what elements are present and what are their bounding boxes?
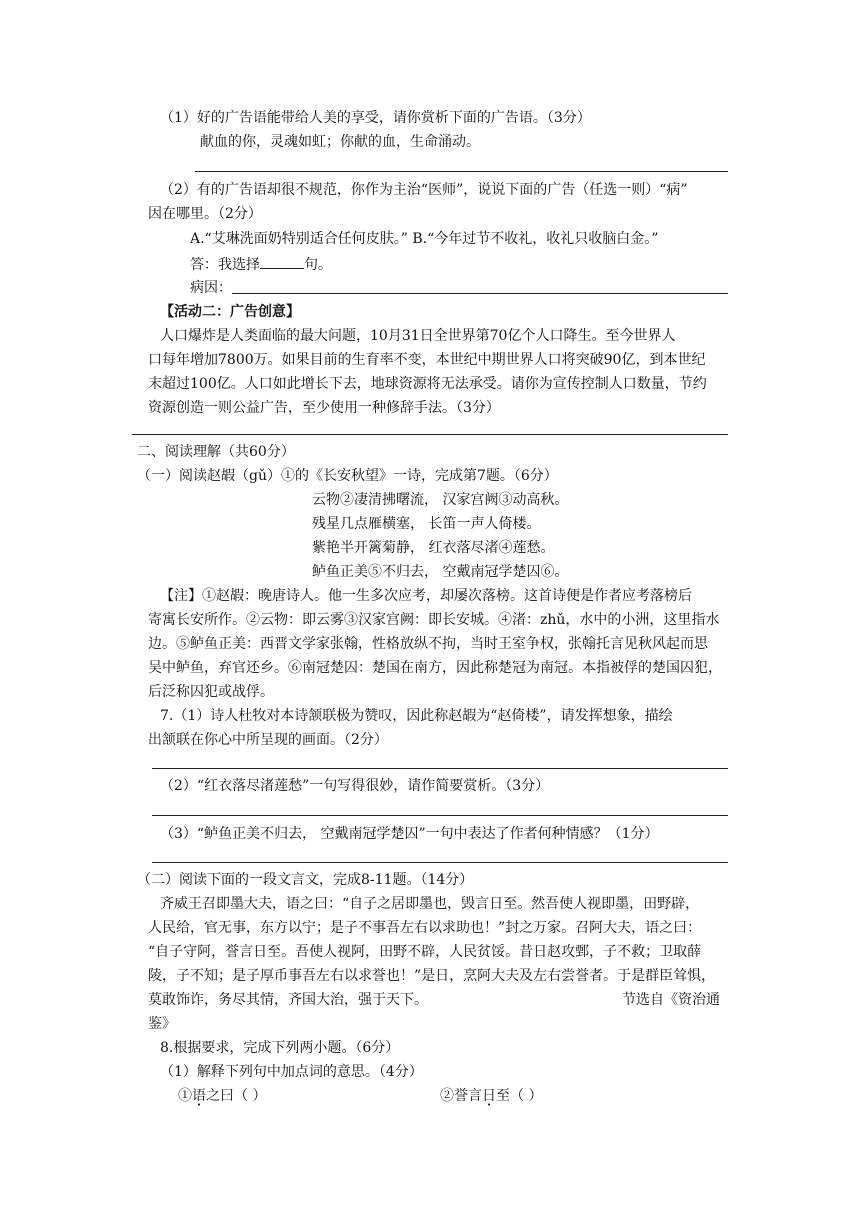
part2-heading: 二、阅读理解（共60分）: [137, 444, 295, 460]
q7-2-prompt: （2）“红衣落尽渚莲愁”一句写得很妙，请作简要赏析。（3分）: [160, 778, 550, 794]
q8-item2-rest: 至（ ）: [496, 1088, 543, 1104]
q1-prompt: （1）好的广告语能带给人美的享受，请你赏析下面的广告语。（3分）: [160, 110, 591, 126]
q8-item2: [440, 1086, 542, 1106]
notes-line: 吴中鲈鱼，弃官还乡。⑥南冠楚囚：楚国在南方，因此称楚冠为南冠。本指被俘的楚国囚犯，: [148, 660, 722, 676]
source-line2: 鉴》: [148, 1016, 176, 1032]
poem-line: 残星几点雁横塞， 长笛一声人倚楼。: [312, 516, 541, 532]
classical-line: 陵，子不知；是子厚币事吾左右以求誉也！”是日，烹阿大夫及左右尝誉者。于是群臣耸惧，: [148, 968, 716, 984]
activity2-line: 末超过100亿。人口如此增长下去，地球资源将无法承受。请你为宣传控制人口数量，节约: [148, 376, 707, 392]
q8-item1-number: ①: [178, 1088, 192, 1104]
q2-prompt-line2: 因在哪里。（2分）: [148, 206, 262, 222]
q8-item2-number: ②誉言: [440, 1088, 482, 1104]
notes-line: 寄寓长安所作。②云物：即云雾③汉家宫阙：即长安城。④渚：zhǔ，水中的小洲，这里指水: [148, 612, 720, 628]
q2-reason-label: 病因：: [190, 280, 232, 296]
q8-item1: [178, 1086, 266, 1106]
notes-line: 【注】①赵嘏：晚唐诗人。他一生多次应考，却屡次落榜。这首诗便是作者应考落榜后: [160, 588, 692, 604]
q2-choice-blank[interactable]: [260, 254, 304, 269]
q8-1-prompt: （1）解释下列句中加点词的意思。（4分）: [160, 1064, 423, 1080]
q8-item2-dotted-word: 日: [482, 1088, 496, 1104]
q8-heading: 8.根据要求，完成下列两小题。（6分）: [160, 1040, 400, 1056]
source-line1: 节选自《资治通: [622, 992, 720, 1008]
sub2-heading: （二）阅读下面的一段文言文，完成8-11题。（14分）: [137, 872, 474, 888]
q7-1-line2: 出颔联在你心中所呈现的画面。（2分）: [148, 732, 388, 748]
activity2-answer-line[interactable]: [132, 434, 728, 435]
activity2-title: 【活动二：广告创意】: [160, 304, 300, 320]
notes-line: 后泛称囚犯或战俘。: [148, 684, 274, 700]
sub1-heading: （一）阅读赵嘏（gǔ）①的《长安秋望》一诗，完成第7题。（6分）: [137, 468, 558, 484]
q7-3-answer-line[interactable]: [152, 862, 728, 863]
q1-slogan: 献血的你，灵魂如虹；你献的血，生命涌动。: [200, 134, 480, 150]
q7-2-answer-line[interactable]: [152, 815, 728, 816]
q1-answer-line[interactable]: [195, 171, 728, 172]
classical-line: 齐威王召即墨大夫，语之曰：“自子之居即墨也，毁言日至。然吾使人视即墨，田野辟，: [160, 896, 700, 912]
q7-1-line1: 7.（1）诗人杜牧对本诗颔联极为赞叹，因此称赵嘏为“赵倚楼”，请发挥想象，描绘: [160, 708, 673, 724]
poem-line: 云物②凄清拂曙流， 汉家宫阙③动高秋。: [312, 492, 569, 508]
q2-prompt-line1: （2）有的广告语却很不规范，你作为主治“医师”，说说下面的广告（任选一则）“病”: [160, 182, 688, 198]
activity2-line: 口每年增加7800万。如果目前的生育率不变，本世纪中期世界人口将突破90亿，到本世纪: [148, 352, 706, 368]
q8-item1-dotted-word: 语: [192, 1088, 206, 1104]
q7-3-prompt: （3）“鲈鱼正美不归去， 空戴南冠学楚囚”一句中表达了作者何种情感？（1分）: [160, 826, 659, 842]
q2-answer-row: [190, 254, 332, 275]
q2-reason-line[interactable]: [232, 293, 728, 294]
classical-line: 莫敢饰诈，务尽其情，齐国大治，强于天下。: [148, 992, 428, 1008]
classical-line: “自子守阿，誉言日至。吾使人视阿，田野不辟，人民贫馁。昔日赵攻鄄，子不救；卫取薛: [148, 944, 702, 960]
poem-line: 紫艳半开篱菊静， 红衣落尽渚④莲愁。: [312, 540, 555, 556]
q8-item1-rest: 之曰（ ）: [206, 1088, 267, 1104]
activity2-line: 资源创造一则公益广告，至少使用一种修辞手法。（3分）: [148, 400, 500, 416]
notes-line: 边。⑤鲈鱼正美：西晋文学家张翰，性格放纵不拘，当时王室争权，张翰托言见秋风起而思: [148, 636, 708, 652]
classical-line: 人民给，官无事，东方以宁；是子不事吾左右以求助也！”封之万家。召阿大夫，语之曰：: [148, 920, 702, 936]
q2-answer-prefix: 答：我选择: [190, 257, 260, 273]
activity2-line: 人口爆炸是人类面临的最大问题，10月31日全世界第70亿个人口降生。至今世界人: [160, 328, 676, 344]
q7-1-answer-line[interactable]: [152, 768, 728, 769]
q2-answer-suffix: 句。: [304, 257, 332, 273]
poem-line: 鲈鱼正美⑤不归去， 空戴南冠学楚囚⑥。: [312, 564, 569, 580]
q2-options: A.“艾琳洗面奶特别适合任何皮肤。” B.“今年过节不收礼，收礼只收脑白金。”: [190, 231, 659, 247]
